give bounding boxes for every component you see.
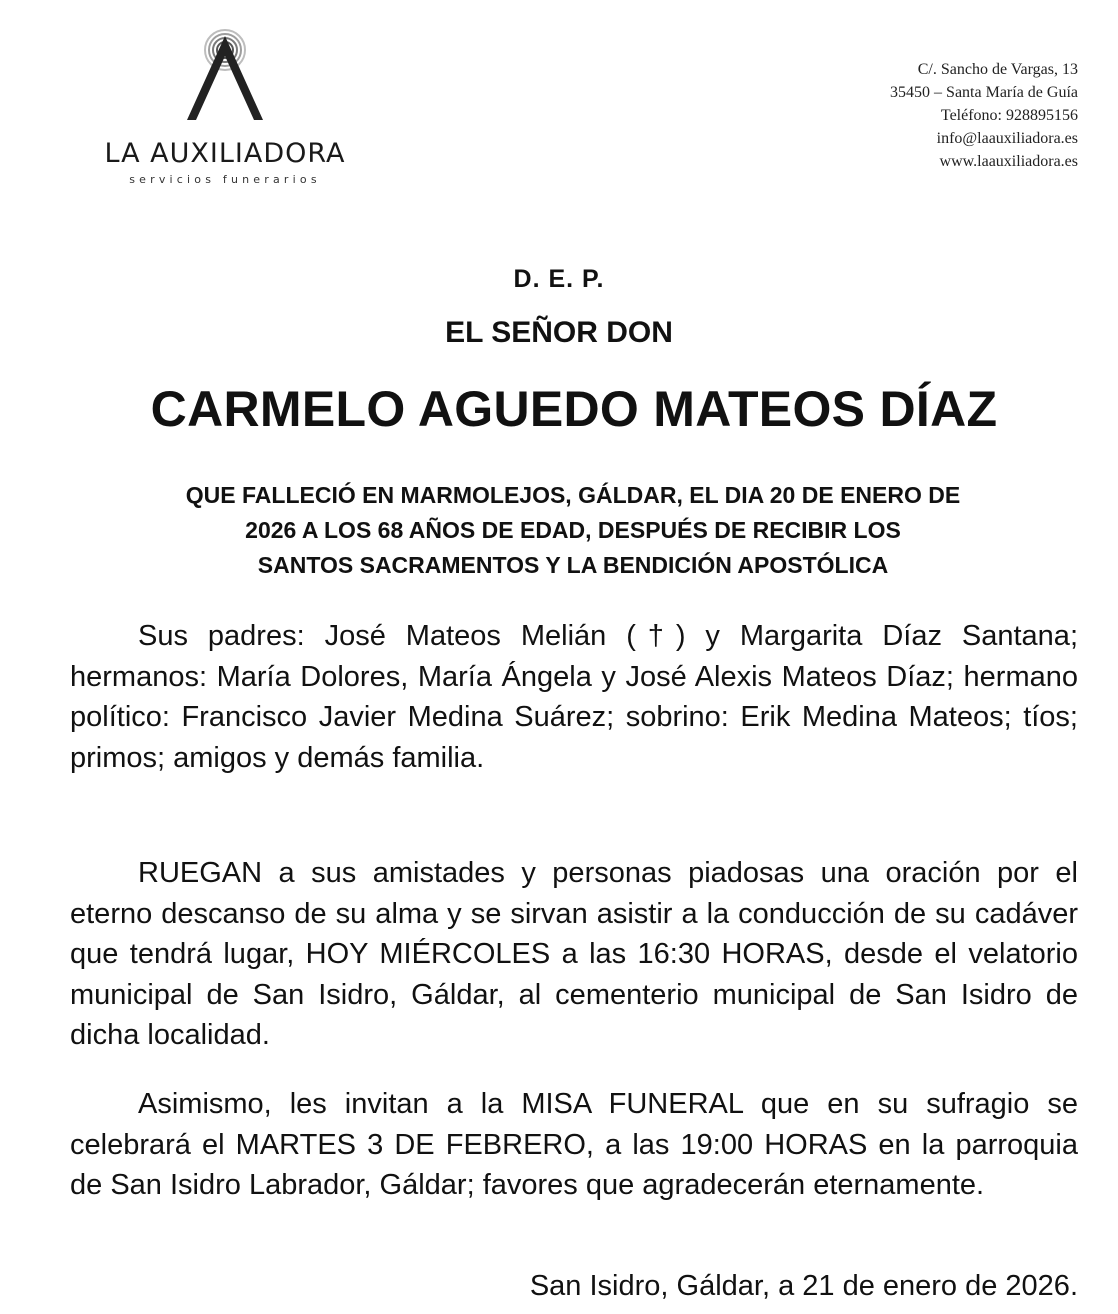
- death-line: SANTOS SACRAMENTOS Y LA BENDICIÓN APOSTÓLICA: [257, 552, 889, 578]
- death-line: QUE FALLECIÓ EN MARMOLEJOS, GÁLDAR, EL DIA 20 DE ENERO DE: [185, 482, 961, 508]
- death-statement: [60, 478, 1086, 583]
- family-paragraph: Sus padres: José Mateos Melián (†) y Margarita Díaz Santana; hermanos: María Dolores, María Ángela y José Alexis Mateos Díaz; hermano político: Francisco Javier Medina Suárez; sobrino: Erik Medina Mateos; tíos; primos; amigos y demás familia.: [70, 620, 1078, 774]
- address-street: C/. Sancho de Vargas, 13: [917, 61, 1078, 78]
- signoff-date: San Isidro, Gáldar, a 21 de enero de 2026.: [529, 1270, 1078, 1302]
- company-logo: [60, 28, 390, 188]
- funeral-paragraph: RUEGAN a sus amistades y personas piadosas una oración por el eterno descanso de su alma y se sirvan asistir a la conducción de su cadáver que tendrá lugar, HOY MIÉRCOLES a las 16:30 HORAS, desde el velatorio municipal de San Isidro, Gáldar, al cementerio municipal de San Isidro de dicha localidad.: [70, 857, 1078, 1051]
- logo-tagline: servicios funerarios: [129, 173, 321, 186]
- mass-paragraph: Asimismo, les invitan a la MISA FUNERAL que en su sufragio se celebrará el MARTES 3 DE FEBRERO, a las 19:00 HORAS en la parroquia de San Isidro Labrador, Gáldar; favores que agradecerán eternamente.: [70, 1088, 1078, 1201]
- address-phone: Teléfono: 928895156: [940, 107, 1078, 124]
- honorific-heading: EL SEÑOR DON: [445, 316, 673, 349]
- address-website: www.laauxiliadora.es: [939, 153, 1078, 170]
- logo-name: LA AUXILIADORA: [104, 138, 346, 169]
- deceased-name: CARMELO AGUEDO MATEOS DÍAZ: [150, 381, 998, 437]
- logo-emblem-icon: [175, 28, 275, 123]
- company-address: [890, 58, 1078, 173]
- dep-heading: D. E. P.: [513, 265, 605, 293]
- address-city: 35450 – Santa María de Guía: [890, 84, 1078, 101]
- address-email: info@laauxiliadora.es: [936, 130, 1078, 147]
- death-line: 2026 A LOS 68 AÑOS DE EDAD, DESPUÉS DE RECIBIR LOS: [245, 517, 901, 543]
